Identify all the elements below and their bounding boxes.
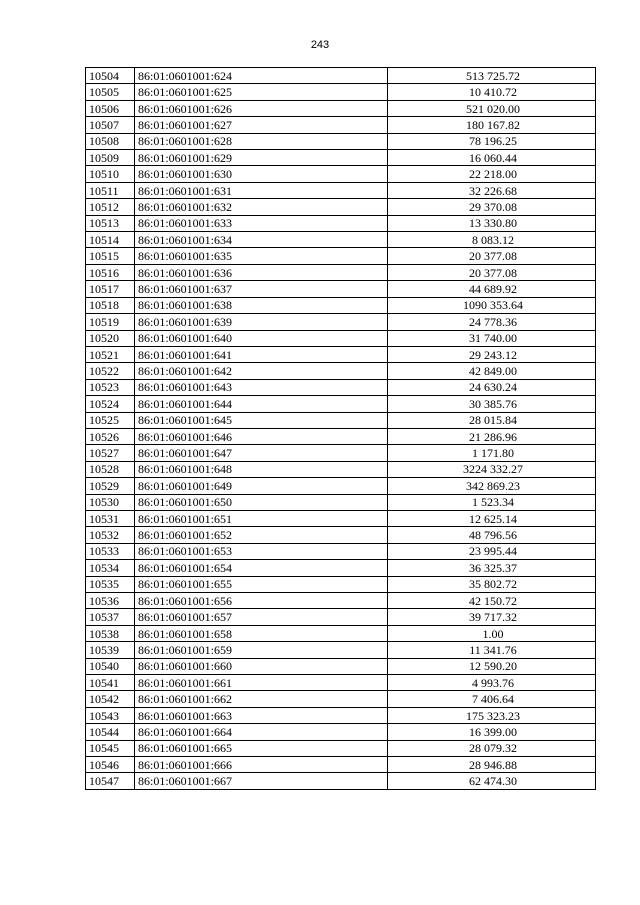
value-cell: 4 993.76 (388, 675, 596, 691)
cadastral-number-cell: 86:01:0601001:646 (135, 428, 388, 444)
cadastral-number-cell: 86:01:0601001:624 (135, 68, 388, 84)
row-number-cell: 10527 (86, 445, 135, 461)
row-number-cell: 10518 (86, 297, 135, 313)
cadastral-number-cell: 86:01:0601001:662 (135, 691, 388, 707)
value-cell: 1.00 (388, 625, 596, 641)
value-cell: 20 377.08 (388, 248, 596, 264)
row-number-cell: 10545 (86, 740, 135, 756)
table-row (86, 609, 596, 625)
value-cell: 30 385.76 (388, 396, 596, 412)
row-number-cell: 10537 (86, 609, 135, 625)
table-row (86, 330, 596, 346)
row-number-cell: 10514 (86, 232, 135, 248)
value-cell: 39 717.32 (388, 609, 596, 625)
cadastral-number-cell: 86:01:0601001:663 (135, 707, 388, 723)
table-row (86, 215, 596, 231)
table-row (86, 281, 596, 297)
value-cell: 28 015.84 (388, 412, 596, 428)
cadastral-number-cell: 86:01:0601001:638 (135, 297, 388, 313)
cadastral-number-cell: 86:01:0601001:626 (135, 100, 388, 116)
row-number-cell: 10519 (86, 314, 135, 330)
row-number-cell: 10534 (86, 560, 135, 576)
row-number-cell: 10515 (86, 248, 135, 264)
value-cell: 8 083.12 (388, 232, 596, 248)
value-cell: 29 370.08 (388, 199, 596, 215)
row-number-cell: 10521 (86, 346, 135, 362)
value-cell: 42 849.00 (388, 363, 596, 379)
value-cell: 24 630.24 (388, 379, 596, 395)
cadastral-number-cell: 86:01:0601001:643 (135, 379, 388, 395)
value-cell: 44 689.92 (388, 281, 596, 297)
value-cell: 20 377.08 (388, 264, 596, 280)
value-cell: 78 196.25 (388, 133, 596, 149)
table-row (86, 642, 596, 658)
cadastral-number-cell: 86:01:0601001:658 (135, 625, 388, 641)
row-number-cell: 10523 (86, 379, 135, 395)
row-number-cell: 10507 (86, 117, 135, 133)
page-number: 243 (310, 39, 330, 51)
value-cell: 28 946.88 (388, 757, 596, 773)
cadastral-number-cell: 86:01:0601001:652 (135, 527, 388, 543)
value-cell: 12 590.20 (388, 658, 596, 674)
row-number-cell: 10522 (86, 363, 135, 379)
cadastral-number-cell: 86:01:0601001:644 (135, 396, 388, 412)
row-number-cell: 10504 (86, 68, 135, 84)
row-number-cell: 10509 (86, 150, 135, 166)
value-cell: 32 226.68 (388, 182, 596, 198)
row-number-cell: 10533 (86, 543, 135, 559)
row-number-cell: 10541 (86, 675, 135, 691)
value-cell: 7 406.64 (388, 691, 596, 707)
table-row (86, 297, 596, 313)
cadastral-number-cell: 86:01:0601001:665 (135, 740, 388, 756)
value-cell: 21 286.96 (388, 428, 596, 444)
value-cell: 23 995.44 (388, 543, 596, 559)
row-number-cell: 10529 (86, 478, 135, 494)
table-row (86, 428, 596, 444)
cadastral-number-cell: 86:01:0601001:639 (135, 314, 388, 330)
row-number-cell: 10530 (86, 494, 135, 510)
table-row (86, 248, 596, 264)
value-cell: 35 802.72 (388, 576, 596, 592)
row-number-cell: 10538 (86, 625, 135, 641)
cadastral-number-cell: 86:01:0601001:628 (135, 133, 388, 149)
row-number-cell: 10528 (86, 461, 135, 477)
cadastral-number-cell: 86:01:0601001:649 (135, 478, 388, 494)
row-number-cell: 10513 (86, 215, 135, 231)
row-number-cell: 10532 (86, 527, 135, 543)
row-number-cell: 10547 (86, 773, 135, 789)
value-cell: 24 778.36 (388, 314, 596, 330)
value-cell: 342 869.23 (388, 478, 596, 494)
row-number-cell: 10516 (86, 264, 135, 280)
cadastral-number-cell: 86:01:0601001:664 (135, 724, 388, 740)
row-number-cell: 10524 (86, 396, 135, 412)
value-cell: 175 323.23 (388, 707, 596, 723)
cadastral-number-cell: 86:01:0601001:660 (135, 658, 388, 674)
cadastral-number-cell: 86:01:0601001:645 (135, 412, 388, 428)
table-row (86, 494, 596, 510)
table-row (86, 560, 596, 576)
row-number-cell: 10546 (86, 757, 135, 773)
table-row (86, 445, 596, 461)
table-row (86, 346, 596, 362)
table-row (86, 543, 596, 559)
row-number-cell: 10543 (86, 707, 135, 723)
table-row (86, 182, 596, 198)
cadastral-number-cell: 86:01:0601001:631 (135, 182, 388, 198)
table-row (86, 658, 596, 674)
cadastral-number-cell: 86:01:0601001:641 (135, 346, 388, 362)
value-cell: 12 625.14 (388, 510, 596, 526)
cadastral-number-cell: 86:01:0601001:634 (135, 232, 388, 248)
records-table (85, 67, 596, 790)
value-cell: 1 171.80 (388, 445, 596, 461)
cadastral-number-cell: 86:01:0601001:640 (135, 330, 388, 346)
table-row (86, 724, 596, 740)
table-row (86, 691, 596, 707)
row-number-cell: 10536 (86, 593, 135, 609)
cadastral-number-cell: 86:01:0601001:633 (135, 215, 388, 231)
value-cell: 3224 332.27 (388, 461, 596, 477)
value-cell: 521 020.00 (388, 100, 596, 116)
table-row (86, 593, 596, 609)
cadastral-number-cell: 86:01:0601001:656 (135, 593, 388, 609)
value-cell: 42 150.72 (388, 593, 596, 609)
table-row (86, 379, 596, 395)
row-number-cell: 10531 (86, 510, 135, 526)
value-cell: 36 325.37 (388, 560, 596, 576)
value-cell: 1090 353.64 (388, 297, 596, 313)
value-cell: 16 060.44 (388, 150, 596, 166)
table-row (86, 199, 596, 215)
table-row (86, 363, 596, 379)
value-cell: 62 474.30 (388, 773, 596, 789)
row-number-cell: 10510 (86, 166, 135, 182)
table-row (86, 412, 596, 428)
cadastral-number-cell: 86:01:0601001:647 (135, 445, 388, 461)
row-number-cell: 10544 (86, 724, 135, 740)
table-row (86, 461, 596, 477)
cadastral-number-cell: 86:01:0601001:651 (135, 510, 388, 526)
row-number-cell: 10506 (86, 100, 135, 116)
cadastral-number-cell: 86:01:0601001:653 (135, 543, 388, 559)
row-number-cell: 10520 (86, 330, 135, 346)
row-number-cell: 10540 (86, 658, 135, 674)
value-cell: 31 740.00 (388, 330, 596, 346)
row-number-cell: 10525 (86, 412, 135, 428)
row-number-cell: 10539 (86, 642, 135, 658)
cadastral-number-cell: 86:01:0601001:629 (135, 150, 388, 166)
table-row (86, 117, 596, 133)
table-row (86, 150, 596, 166)
value-cell: 22 218.00 (388, 166, 596, 182)
table-row (86, 232, 596, 248)
cadastral-number-cell: 86:01:0601001:657 (135, 609, 388, 625)
table-row (86, 757, 596, 773)
row-number-cell: 10511 (86, 182, 135, 198)
value-cell: 11 341.76 (388, 642, 596, 658)
cadastral-number-cell: 86:01:0601001:650 (135, 494, 388, 510)
cadastral-number-cell: 86:01:0601001:666 (135, 757, 388, 773)
row-number-cell: 10517 (86, 281, 135, 297)
table-row (86, 166, 596, 182)
value-cell: 180 167.82 (388, 117, 596, 133)
table-row (86, 396, 596, 412)
value-cell: 29 243.12 (388, 346, 596, 362)
cadastral-number-cell: 86:01:0601001:661 (135, 675, 388, 691)
value-cell: 48 796.56 (388, 527, 596, 543)
table-row (86, 314, 596, 330)
table-row (86, 675, 596, 691)
value-cell: 513 725.72 (388, 68, 596, 84)
table-row (86, 478, 596, 494)
cadastral-number-cell: 86:01:0601001:659 (135, 642, 388, 658)
cadastral-number-cell: 86:01:0601001:654 (135, 560, 388, 576)
cadastral-number-cell: 86:01:0601001:648 (135, 461, 388, 477)
cadastral-number-cell: 86:01:0601001:636 (135, 264, 388, 280)
value-cell: 13 330.80 (388, 215, 596, 231)
table-row (86, 740, 596, 756)
table-row (86, 84, 596, 100)
table-row (86, 773, 596, 789)
table-row (86, 625, 596, 641)
table-row (86, 133, 596, 149)
value-cell: 10 410.72 (388, 84, 596, 100)
cadastral-number-cell: 86:01:0601001:635 (135, 248, 388, 264)
cadastral-number-cell: 86:01:0601001:630 (135, 166, 388, 182)
cadastral-number-cell: 86:01:0601001:632 (135, 199, 388, 215)
records-table-body (86, 68, 596, 790)
table-row (86, 527, 596, 543)
cadastral-number-cell: 86:01:0601001:637 (135, 281, 388, 297)
row-number-cell: 10512 (86, 199, 135, 215)
row-number-cell: 10542 (86, 691, 135, 707)
cadastral-number-cell: 86:01:0601001:655 (135, 576, 388, 592)
row-number-cell: 10508 (86, 133, 135, 149)
table-row (86, 68, 596, 84)
table-row (86, 100, 596, 116)
table-row (86, 510, 596, 526)
row-number-cell: 10535 (86, 576, 135, 592)
row-number-cell: 10505 (86, 84, 135, 100)
cadastral-number-cell: 86:01:0601001:667 (135, 773, 388, 789)
cadastral-number-cell: 86:01:0601001:642 (135, 363, 388, 379)
value-cell: 16 399.00 (388, 724, 596, 740)
cadastral-number-cell: 86:01:0601001:625 (135, 84, 388, 100)
table-row (86, 264, 596, 280)
value-cell: 28 079.32 (388, 740, 596, 756)
table-row (86, 576, 596, 592)
table-row (86, 707, 596, 723)
value-cell: 1 523.34 (388, 494, 596, 510)
row-number-cell: 10526 (86, 428, 135, 444)
cadastral-number-cell: 86:01:0601001:627 (135, 117, 388, 133)
